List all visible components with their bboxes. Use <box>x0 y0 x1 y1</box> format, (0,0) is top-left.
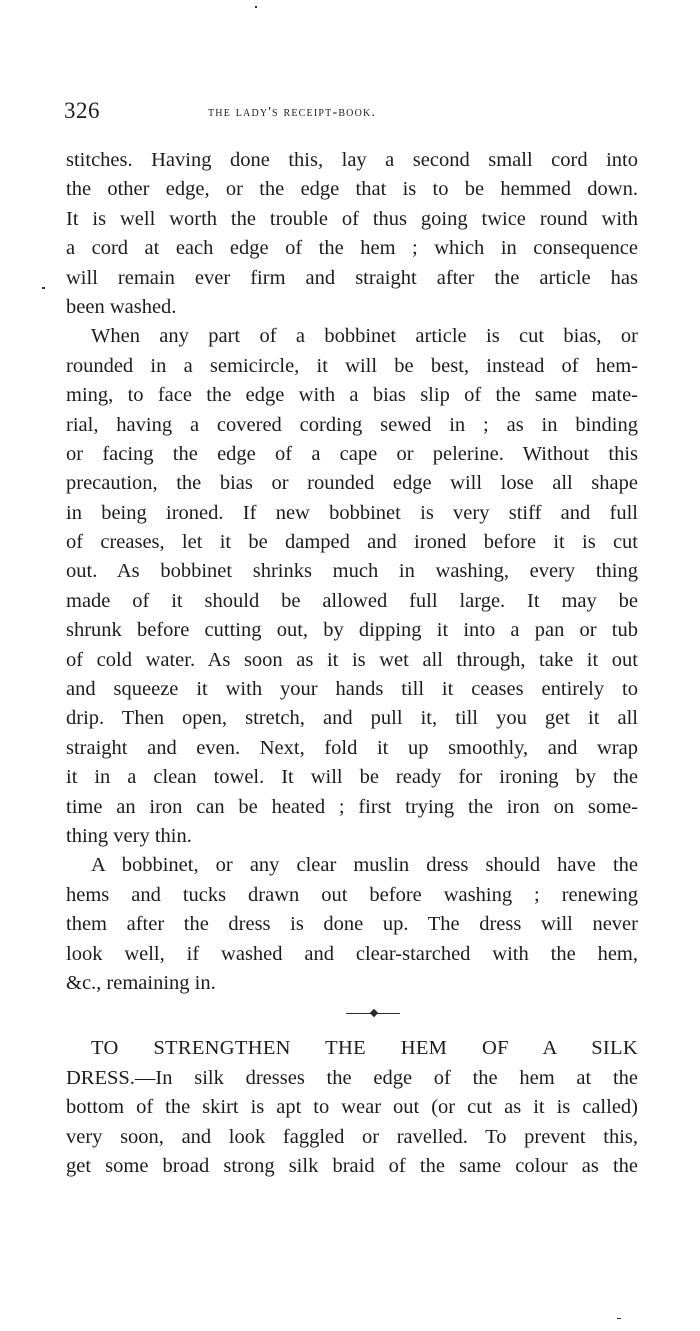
text-line: ming, to face the edge with a bias slip of the same mate- <box>66 384 638 407</box>
paragraph-cording <box>66 146 638 322</box>
text-line: stitches. Having done this, lay a second small cord into <box>66 149 638 171</box>
paragraph-bobbinet-bias <box>66 322 638 851</box>
text-line: of cold water. As soon as it is wet all through, take it out <box>66 648 638 671</box>
text-line: straight and even. Next, fold it up smoothly, and wrap <box>66 736 638 759</box>
text-line: It is well worth the trouble of thus going twice round with <box>66 207 638 230</box>
text-line: hems and tucks drawn out before washing ; renewing <box>66 883 638 906</box>
text-line: bottom of the skirt is apt to wear out (or cut as it is called) <box>66 1096 638 1119</box>
text-line: rounded in a semicircle, it will be best, instead of hem- <box>66 354 638 377</box>
text-line: been washed. <box>66 295 177 318</box>
text-line: drip. Then open, stretch, and pull it, till you get it all <box>66 707 638 730</box>
section-divider <box>66 998 638 1034</box>
text-line: &c., remaining in. <box>66 971 216 994</box>
text-line: the other edge, or the edge that is to be hemmed down. <box>66 178 638 201</box>
text-line: and squeeze it with your hands till it ceases entirely to <box>66 678 638 701</box>
print-speck <box>42 287 45 289</box>
section-heading: TO STRENGTHEN THE HEM OF A SILK <box>91 1037 638 1060</box>
paragraph-muslin-dress <box>66 851 638 998</box>
text-line: precaution, the bias or rounded edge will lose all shape <box>66 472 638 495</box>
text-line: very soon, and look faggled or ravelled. To prevent this, <box>66 1125 638 1148</box>
text-line: get some broad strong silk braid of the same colour as the <box>66 1154 638 1177</box>
page-number: 326 <box>64 98 100 123</box>
running-title: the lady's receipt-book. <box>208 105 377 120</box>
text-line: thing very thin. <box>66 824 192 847</box>
text-line: a cord at each edge of the hem ; which in consequence <box>66 237 638 260</box>
text-line: DRESS.—In silk dresses the edge of the hem at the <box>66 1066 638 1089</box>
text-line: them after the dress is done up. The dress will never <box>66 913 638 936</box>
body-text <box>66 146 638 1181</box>
text-line: shrunk before cutting out, by dipping it into a pan or tub <box>66 619 638 642</box>
diamond-ornament-icon <box>370 1009 378 1017</box>
text-line: in being ironed. If new bobbinet is very stiff and full <box>66 501 638 524</box>
text-line: made of it should be allowed full large. It may be <box>66 589 638 612</box>
print-speck <box>617 1318 621 1319</box>
text-line: out. As bobbinet shrinks much in washing, every thing <box>66 560 638 583</box>
text-line: time an iron can be heated ; first trying the iron on some- <box>66 795 638 818</box>
page-header <box>64 98 644 128</box>
text-line: When any part of a bobbinet article is cut bias, or <box>91 325 638 348</box>
text-line: it in a clean towel. It will be ready for ironing by the <box>66 766 638 789</box>
text-line: will remain ever firm and straight after the article has <box>66 266 638 289</box>
text-line: rial, having a covered cording sewed in ; as in binding <box>66 413 638 436</box>
text-line: or facing the edge of a cape or pelerine. Without this <box>66 442 638 465</box>
print-speck <box>255 6 257 8</box>
text-line: look well, if washed and clear-starched with the hem, <box>66 942 638 965</box>
text-line: of creases, let it be damped and ironed before it is cut <box>66 531 638 554</box>
text-line: A bobbinet, or any clear muslin dress should have the <box>91 854 638 877</box>
section-silk-hem <box>66 1034 638 1181</box>
